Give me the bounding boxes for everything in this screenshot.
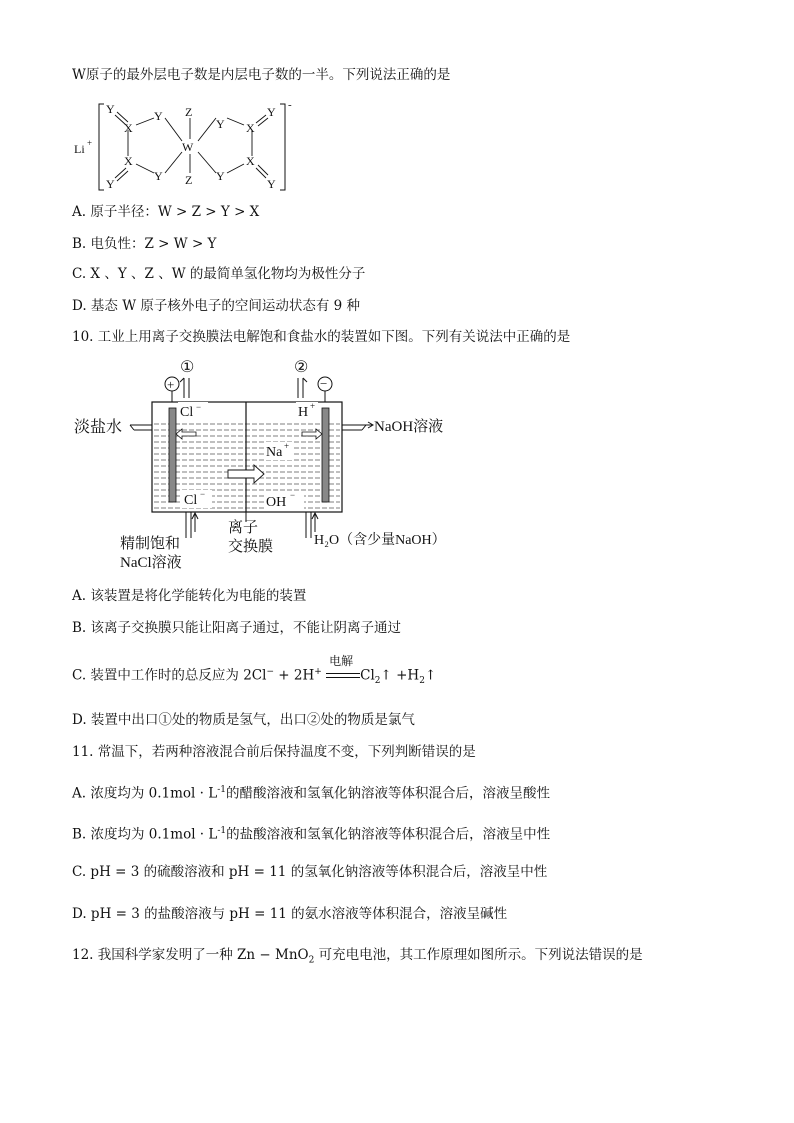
cathode-sign: − bbox=[320, 376, 328, 391]
right-top-ion-charge: + bbox=[310, 401, 316, 411]
q11-option-a-part1: A. 浓度均为 0.1mol · L bbox=[72, 785, 218, 802]
q9-option-d: D. 基态 W 原子核外电子的空间运动状态有 9 种 bbox=[72, 298, 361, 314]
q10-option-c-product-1: Cl bbox=[360, 667, 375, 684]
q11-option-c: C. pH = 3 的硫酸溶液和 pH = 11 的氢氧化钠溶液等体积混合后，溶液呈中性 bbox=[72, 864, 548, 880]
right-outlet-label: NaOH溶液 bbox=[374, 419, 444, 435]
anion-charge: - bbox=[288, 99, 292, 111]
q10-option-c-charge-2: + bbox=[314, 667, 322, 677]
q12-stem-part2: 可充电电池，其工作原理如图所示。下列说法错误的是 bbox=[314, 947, 643, 963]
q10-option-c-charge-1: − bbox=[266, 667, 275, 677]
q10-option-c-sub-2: 2 bbox=[419, 676, 425, 687]
q12-stem-sub: 2 bbox=[308, 955, 315, 966]
outlet-2-label: ② bbox=[294, 359, 309, 376]
q9-structure-diagram bbox=[70, 98, 310, 196]
q11-option-a-sup: -1 bbox=[217, 785, 226, 795]
left-top-ion: Cl bbox=[180, 405, 194, 420]
q10-electrolysis-diagram bbox=[70, 352, 470, 580]
outlet-1-label: ① bbox=[180, 359, 195, 376]
left-bracket bbox=[99, 104, 104, 190]
question-12-stem bbox=[72, 946, 643, 970]
q10-option-b: B. 该离子交换膜只能让阳离子通过，不能让阴离子通过 bbox=[72, 620, 402, 636]
anode-sign: + bbox=[167, 377, 175, 392]
right-top-ion: H bbox=[298, 405, 309, 420]
atom-y-6: Y bbox=[154, 169, 163, 183]
question-10-stem: 10. 工业上用离子交换膜法电解饱和食盐水的装置如下图。下列有关说法中正确的是 bbox=[72, 329, 571, 345]
atom-y-5: Y bbox=[106, 177, 115, 191]
atom-w: W bbox=[182, 140, 194, 154]
left-outlet-label: 淡盐水 bbox=[74, 419, 123, 436]
q10-option-c-plus: +H bbox=[391, 667, 420, 684]
left-inlet-label-2: NaCl溶液 bbox=[120, 555, 182, 571]
gas-arrow-1: ↑ bbox=[380, 667, 392, 684]
q12-stem-part1: 12. 我国科学家发明了一种 Zn − MnO bbox=[72, 947, 309, 963]
atom-y-3: Y bbox=[216, 117, 225, 131]
reaction-equals-sign bbox=[326, 673, 360, 678]
q11-option-a bbox=[72, 781, 550, 803]
atom-y-7: Y bbox=[216, 169, 225, 183]
q10-option-d: D. 装置中出口①处的物质是氢气，出口②处的物质是氯气 bbox=[72, 712, 415, 728]
sodium-ion: Na bbox=[266, 445, 283, 460]
left-inlet-label-1: 精制饱和 bbox=[120, 536, 181, 552]
right-bracket bbox=[280, 104, 285, 190]
q9-option-a: A. 原子半径：W > Z > Y > X bbox=[72, 204, 260, 220]
left-bottom-ion: Cl bbox=[184, 493, 198, 508]
atom-x-2: X bbox=[246, 121, 255, 135]
atom-x-1: X bbox=[124, 121, 133, 135]
right-outlet-arrow bbox=[366, 422, 373, 428]
right-bottom-ion: OH bbox=[266, 495, 287, 510]
q10-option-c-sub-1: 2 bbox=[374, 676, 381, 687]
membrane-label-2: 交换膜 bbox=[228, 539, 274, 555]
gas-arrow-2: ↑ bbox=[424, 667, 437, 684]
right-bottom-ion-charge: − bbox=[290, 490, 296, 500]
left-inlet-arrow bbox=[192, 513, 198, 532]
membrane-label-1: 离子 bbox=[228, 520, 259, 536]
atom-z-top: Z bbox=[185, 105, 193, 119]
q9-option-c: C. X 、Y 、Z 、W 的最简单氢化物均为极性分子 bbox=[72, 266, 366, 282]
atom-y-8: Y bbox=[267, 177, 276, 191]
q11-option-b bbox=[72, 822, 550, 844]
left-top-ion-charge: − bbox=[196, 402, 202, 412]
atom-y-1: Y bbox=[106, 102, 115, 116]
anode-electrode bbox=[169, 408, 176, 502]
question-9-stem-tail: W原子的最外层电子数是内层电子数的一半。下列说法正确的是 bbox=[72, 67, 451, 83]
reaction-condition bbox=[326, 654, 360, 685]
lithium-cation-charge: + bbox=[87, 138, 93, 148]
atom-x-3: X bbox=[124, 154, 133, 168]
lithium-cation-label: Li bbox=[74, 142, 85, 156]
atom-z-bottom: Z bbox=[185, 173, 193, 187]
q10-option-a: A. 该装置是将化学能转化为电能的装置 bbox=[72, 588, 307, 604]
q11-option-b-part1: B. 浓度均为 0.1mol · L bbox=[72, 826, 218, 843]
left-bottom-ion-charge: − bbox=[200, 489, 206, 499]
q9-option-b: B. 电负性：Z > W > Y bbox=[72, 236, 217, 252]
right-inlet-arrow bbox=[312, 513, 318, 532]
q11-option-b-sup: -1 bbox=[217, 826, 227, 836]
atom-y-4: Y bbox=[267, 105, 276, 119]
q11-option-b-part2: 的盐酸溶液和氢氧化钠溶液等体积混合后，溶液呈中性 bbox=[226, 826, 551, 843]
question-11-stem: 11. 常温下，若两种溶液混合前后保持温度不变，下列判断错误的是 bbox=[72, 744, 476, 760]
sodium-ion-charge: + bbox=[284, 441, 290, 451]
right-inlet-label: H₂O（含少量NaOH） bbox=[314, 533, 446, 548]
q10-option-c-mid: + 2H bbox=[274, 667, 315, 684]
q11-option-d: D. pH = 3 的盐酸溶液与 pH = 11 的氨水溶液等体积混合，溶液呈碱性 bbox=[72, 906, 508, 922]
electrolysis-condition: 电解 bbox=[329, 654, 354, 668]
q10-option-c-prefix: C. 装置中工作时的总反应为 2Cl bbox=[72, 667, 267, 684]
atom-x-4: X bbox=[246, 154, 255, 168]
q10-option-c bbox=[72, 654, 437, 690]
atom-y-2: Y bbox=[154, 109, 163, 123]
cathode-electrode bbox=[322, 408, 329, 502]
q11-option-a-part2: 的醋酸溶液和氢氧化钠溶液等体积混合后，溶液呈酸性 bbox=[225, 785, 550, 802]
